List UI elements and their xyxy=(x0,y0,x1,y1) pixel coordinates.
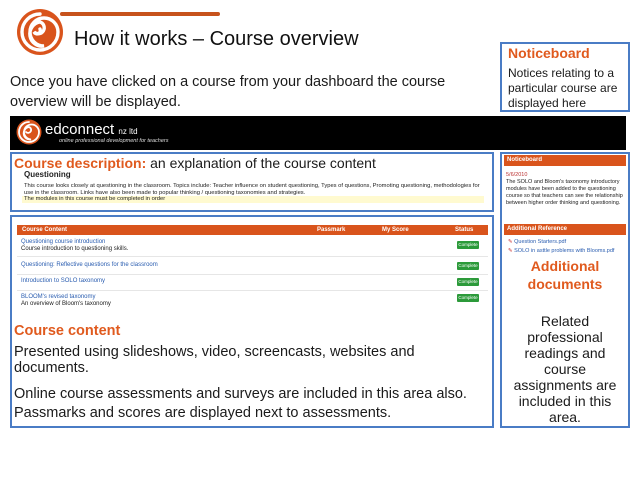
course-description-caption xyxy=(14,155,376,171)
course-link[interactable]: Introduction to SOLO taxonomy xyxy=(21,278,106,284)
row-divider xyxy=(17,256,488,257)
course-row-subtitle: An overview of Bloom's taxonomy xyxy=(21,301,111,307)
reference-link-label: SOLO in asttle problems with Blooms.pdf xyxy=(514,248,615,254)
noticeboard-callout-text: Notices relating to a particular course are displayed here xyxy=(508,66,618,110)
course-content-label: Course content xyxy=(14,323,121,339)
brand-name: edconnect xyxy=(45,121,115,138)
page-title: How it works – Course overview xyxy=(74,28,359,50)
col-passmark: Passmark xyxy=(317,227,346,233)
reference-link-label: Question Starters.pdf xyxy=(514,239,567,245)
title-accent-line xyxy=(60,12,220,16)
site-brand[interactable] xyxy=(45,121,138,138)
assessments-text: Online course assessments and surveys are included in this area also. Passmarks and scores are displayed next to assessments. xyxy=(14,386,467,421)
status-badge: Complete xyxy=(458,295,478,300)
status-badge: Complete xyxy=(458,263,478,268)
noticeboard-callout-title: Noticeboard xyxy=(508,45,590,61)
noticeboard-panel-header: Noticeboard xyxy=(504,155,626,166)
site-tagline: online professional development for teachers xyxy=(59,138,169,144)
notice-date: 5/6/2010 xyxy=(506,172,528,178)
pdf-icon: ✎ xyxy=(508,239,513,245)
pdf-icon: ✎ xyxy=(508,248,513,254)
additional-documents-label: Additional documents xyxy=(527,258,603,292)
brand-suffix: nz ltd xyxy=(118,127,138,136)
status-badge: Complete xyxy=(458,242,478,247)
reference-link[interactable] xyxy=(508,239,566,245)
course-link[interactable]: Questioning course introduction xyxy=(21,239,106,245)
intro-text: Once you have clicked on a course from your dashboard the course overview will be displayed. xyxy=(10,74,446,110)
related-readings-text: Related professional readings and course assignments are included in this area. xyxy=(513,313,617,425)
course-order-note: The modules in this course must be completed in order xyxy=(22,196,484,203)
course-description-label-text: an explanation of the course content xyxy=(146,155,376,171)
col-my-score: My Score xyxy=(382,227,409,233)
course-link[interactable]: BLOOM's revised taxonomy xyxy=(21,294,96,300)
course-description-body: This course looks closely at questioning in the classroom. Topics include: Teacher influence on student questioning, Types of questions, Promoting questioning, methodologies for use in the classroom. Links have also been made to popular thinking / questioning taxonomies and strategies. xyxy=(24,183,480,196)
course-heading: Questioning xyxy=(24,170,71,179)
edconnect-swirl-logo-icon xyxy=(16,8,64,56)
col-status: Status xyxy=(455,227,474,233)
course-content-text: Presented using slideshows, video, screencasts, websites and documents. xyxy=(14,344,415,376)
row-divider xyxy=(17,274,488,275)
course-table-header xyxy=(17,225,488,235)
course-link[interactable]: Questioning: Reflective questions for the classroom xyxy=(21,262,158,268)
course-row-subtitle: Course introduction to questioning skills. xyxy=(21,246,129,252)
reference-link[interactable] xyxy=(508,248,614,254)
additional-reference-header: Additional Reference xyxy=(504,224,626,235)
notice-body: The SOLO and Bloom's taxonomy introductory modules have been added to the questioning course so that teachers can see the relationship between higher order thinking and questioning. xyxy=(506,179,623,206)
col-course-content: Course Content xyxy=(22,227,67,233)
banner-swirl-icon xyxy=(16,119,42,145)
course-description-label: Course description: xyxy=(14,155,147,171)
row-divider xyxy=(17,290,488,291)
status-badge: Complete xyxy=(458,279,478,284)
